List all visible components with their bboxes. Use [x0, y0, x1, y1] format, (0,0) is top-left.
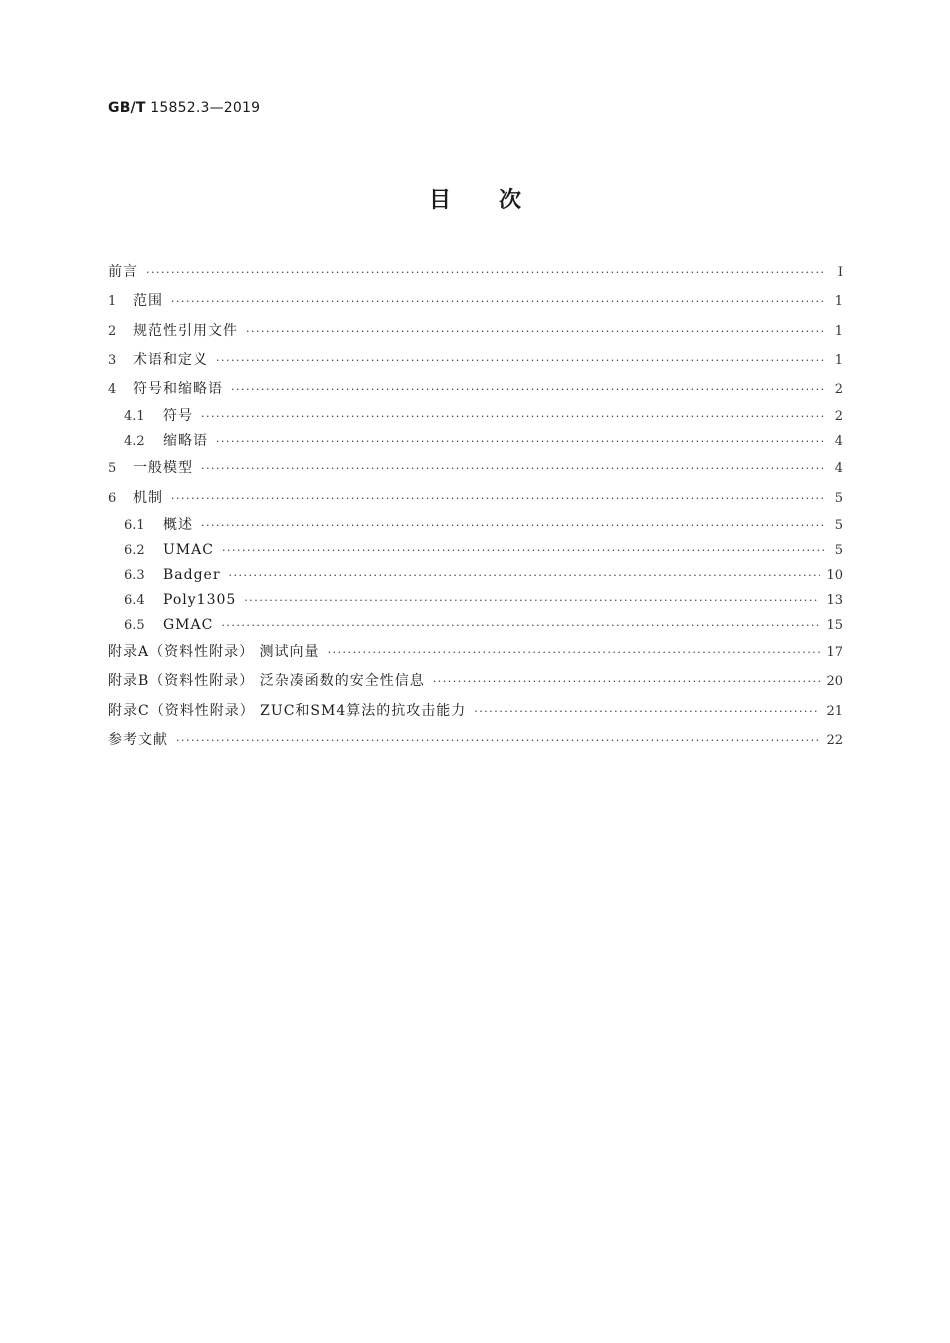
- toc-dot-leader: [229, 563, 821, 588]
- toc-entry-number: 6: [108, 490, 117, 506]
- toc-entry-number: 5: [108, 461, 117, 477]
- toc-entry[interactable]: [108, 538, 843, 563]
- toc-entry-page: 5: [834, 543, 843, 559]
- toc-entry-title: GMAC: [163, 617, 214, 634]
- toc-entry-page: 21: [826, 703, 843, 719]
- toc-entry[interactable]: [108, 726, 843, 755]
- toc-dot-leader: [433, 667, 821, 696]
- toc-entry[interactable]: [108, 638, 843, 667]
- toc-entry-number: 6.2: [124, 543, 145, 559]
- toc-entry-number: 3: [108, 352, 117, 368]
- toc-entry[interactable]: [108, 484, 843, 513]
- toc-entry-page: 5: [834, 518, 843, 534]
- toc-dot-leader: [201, 404, 825, 429]
- toc-entry-title: Badger: [163, 567, 221, 584]
- toc-entry[interactable]: [108, 317, 843, 346]
- toc-entry-page: 4: [834, 461, 843, 477]
- toc-entry-number: 6.5: [124, 618, 145, 634]
- toc-dot-leader: [146, 258, 825, 287]
- toc-entry-page: 17: [826, 645, 843, 661]
- toc-dot-leader: [231, 375, 825, 404]
- toc-entry[interactable]: [108, 667, 843, 696]
- toc-entry-title: 概述: [163, 517, 193, 534]
- toc-dot-leader: [328, 638, 821, 667]
- toc-entry-page: 1: [834, 294, 843, 310]
- document-code: [108, 100, 260, 116]
- toc-entry-title: 前言: [108, 264, 138, 280]
- toc-dot-leader: [171, 484, 825, 513]
- toc-entry-page: Ⅰ: [837, 265, 843, 280]
- toc-entry-page: 1: [834, 323, 843, 339]
- toc-dot-leader: [171, 287, 825, 316]
- toc-entry[interactable]: [108, 563, 843, 588]
- toc-dot-leader: [201, 513, 825, 538]
- toc-entry[interactable]: [108, 346, 843, 375]
- toc-entry-title: 缩略语: [163, 433, 208, 450]
- toc-entry-title: 参考文献: [108, 731, 168, 748]
- toc-entry-title: 符号: [163, 408, 193, 425]
- toc-dot-leader: [216, 429, 825, 454]
- toc-entry-title: UMAC: [163, 542, 214, 559]
- toc-entry-number: 6.3: [124, 568, 145, 584]
- toc-entry-page: 2: [834, 409, 843, 425]
- standard-prefix: GB/T: [108, 100, 146, 116]
- toc-entry[interactable]: [108, 258, 843, 287]
- toc-dot-leader: [244, 588, 820, 613]
- toc-dot-leader: [246, 317, 825, 346]
- toc-entry-page: 5: [834, 490, 843, 506]
- toc-entry[interactable]: [108, 454, 843, 483]
- toc-entry-number: 6.1: [124, 518, 145, 534]
- toc-entry-number: 1: [108, 294, 117, 310]
- toc-entry-number: 6.4: [124, 593, 145, 609]
- toc-entry-title: 附录A（资料性附录） 测试向量: [108, 644, 320, 661]
- toc-entry-number: 2: [108, 323, 117, 339]
- toc-entry[interactable]: [108, 613, 843, 638]
- toc-entry-title: 范围: [133, 293, 163, 310]
- toc-list: [108, 258, 843, 755]
- toc-entry-page: 4: [834, 434, 843, 450]
- toc-entry-page: 15: [826, 618, 843, 634]
- toc-entry[interactable]: [108, 513, 843, 538]
- toc-entry-title: 一般模型: [133, 460, 193, 477]
- toc-dot-leader: [221, 613, 820, 638]
- toc-entry[interactable]: [108, 588, 843, 613]
- toc-title: 目次: [428, 188, 569, 213]
- toc-dot-leader: [201, 454, 825, 483]
- toc-entry-title: 符号和缩略语: [133, 381, 223, 398]
- toc-entry-number: 4.2: [124, 434, 145, 450]
- toc-entry-title: Poly1305: [163, 592, 237, 609]
- toc-dot-leader: [216, 346, 825, 375]
- toc-entry-title: 附录B（资料性附录） 泛杂凑函数的安全性信息: [108, 673, 425, 690]
- toc-entry-title: 规范性引用文件: [133, 322, 238, 339]
- toc-entry[interactable]: [108, 375, 843, 404]
- toc-entry-page: 22: [826, 732, 843, 748]
- toc-dot-leader: [176, 726, 820, 755]
- toc-entry[interactable]: [108, 697, 843, 726]
- toc-entry-page: 13: [826, 593, 843, 609]
- toc-entry-page: 2: [834, 382, 843, 398]
- toc-entry-page: 20: [826, 674, 843, 690]
- toc-dot-leader: [222, 538, 825, 563]
- toc-entry-page: 1: [834, 352, 843, 368]
- toc-entry-number: 4: [108, 382, 117, 398]
- toc-entry-title: 机制: [133, 489, 163, 506]
- standard-number: 15852.3—2019: [150, 100, 261, 116]
- toc-entry[interactable]: [108, 287, 843, 316]
- toc-entry[interactable]: [108, 429, 843, 454]
- toc-entry-title: 附录C（资料性附录） ZUC和SM4算法的抗攻击能力: [108, 702, 467, 719]
- toc-entry[interactable]: [108, 404, 843, 429]
- toc-entry-title: 术语和定义: [133, 351, 208, 368]
- toc-dot-leader: [474, 697, 820, 726]
- toc-entry-page: 10: [826, 568, 843, 584]
- toc-entry-number: 4.1: [124, 409, 145, 425]
